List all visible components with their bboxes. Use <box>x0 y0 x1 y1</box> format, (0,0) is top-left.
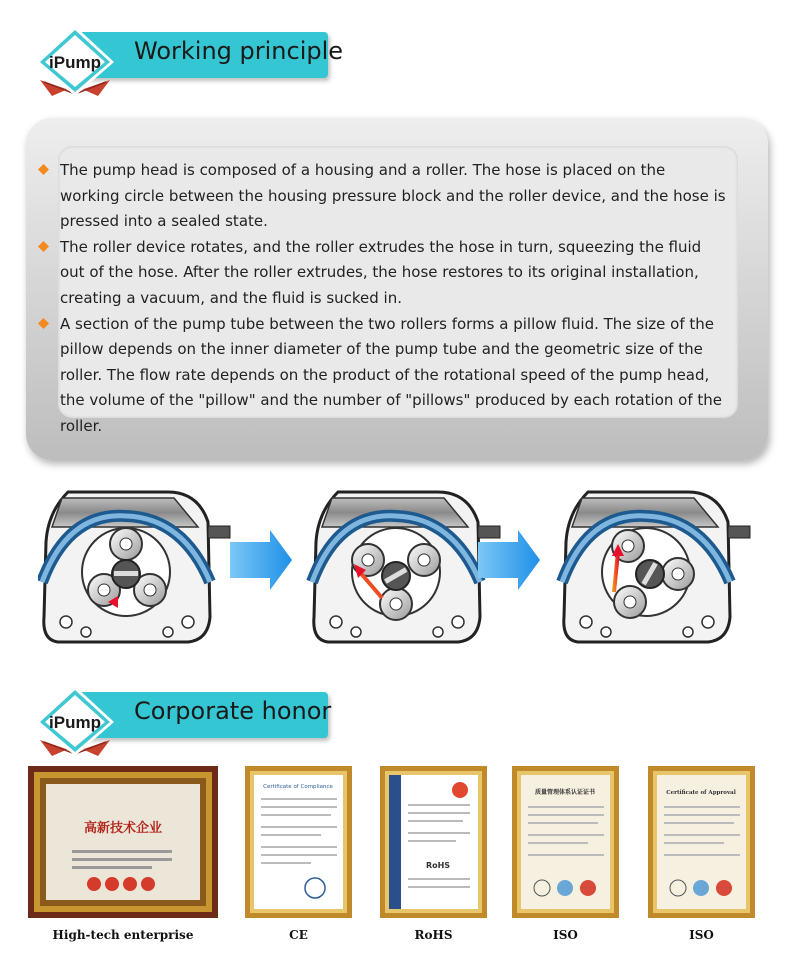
pump-head-diagram <box>38 482 778 652</box>
bullet-text: The pump head is composed of a housing and a roller. The hose is placed on the working circle between the housing pressure block and the roller device, and the hose is pressed into a sealed state. <box>60 161 726 231</box>
pump-head-step-1 <box>42 492 230 642</box>
certificate-label: ISO <box>553 928 578 942</box>
certificate-label: RoHS <box>414 928 453 942</box>
list-item <box>36 312 726 440</box>
certificate-title: Certificate of Compliance <box>263 784 333 790</box>
certificate-iso-approval <box>648 766 755 918</box>
badge-text: iPump <box>49 713 101 732</box>
ipump-badge-icon <box>30 22 120 112</box>
certificate-title: 高新技术企业 <box>83 821 163 836</box>
certificate-high-tech <box>28 766 218 918</box>
certificate-title: Certificate of Approval <box>666 790 736 796</box>
badge-text: iPump <box>49 53 101 72</box>
list-item <box>36 235 726 312</box>
bullet-text: A section of the pump tube between the two rollers forms a pillow fluid. The size of the pillow depends on the inner diameter of the pump tube and the geometric size of the roller. The flow rate depends on the product of the rotational speed of the pump head, the volume of the "pillow" and the number of "pillows" produced by each rotation of the roller. <box>60 314 722 435</box>
orange-diamond-icon <box>38 318 49 329</box>
bullet-text: The roller device rotates, and the roller extrudes the hose in turn, squeezing the fluid out of the hose. After the roller extrudes, the hose restores to its original installation, creating a vacuum, and the fluid is sucked in. <box>60 237 702 307</box>
certificate-title: 质量管理体系认证证书 <box>534 789 596 796</box>
certificate-title: RoHS <box>425 861 451 870</box>
certificate-iso-cn <box>512 766 619 918</box>
orange-diamond-icon <box>38 164 49 175</box>
principle-list <box>36 158 726 440</box>
certificate-label: High-tech enterprise <box>52 928 194 942</box>
blue-right-arrow-icon <box>478 530 540 590</box>
certificate-label: ISO <box>689 928 714 942</box>
list-item <box>36 158 726 235</box>
section-title: Working principle <box>134 37 344 65</box>
certificate-label: CE <box>289 928 308 942</box>
section-title: Corporate honor <box>134 697 332 725</box>
pump-head-step-3 <box>562 492 750 642</box>
blue-right-arrow-icon <box>230 530 292 590</box>
working-principle-header <box>30 28 344 100</box>
pump-head-step-2 <box>312 492 500 642</box>
orange-diamond-icon <box>38 241 49 252</box>
ipump-badge-icon <box>30 682 120 772</box>
certificate-rohs <box>380 766 487 918</box>
certificate-ce <box>245 766 352 918</box>
corporate-honor-header <box>30 688 330 760</box>
